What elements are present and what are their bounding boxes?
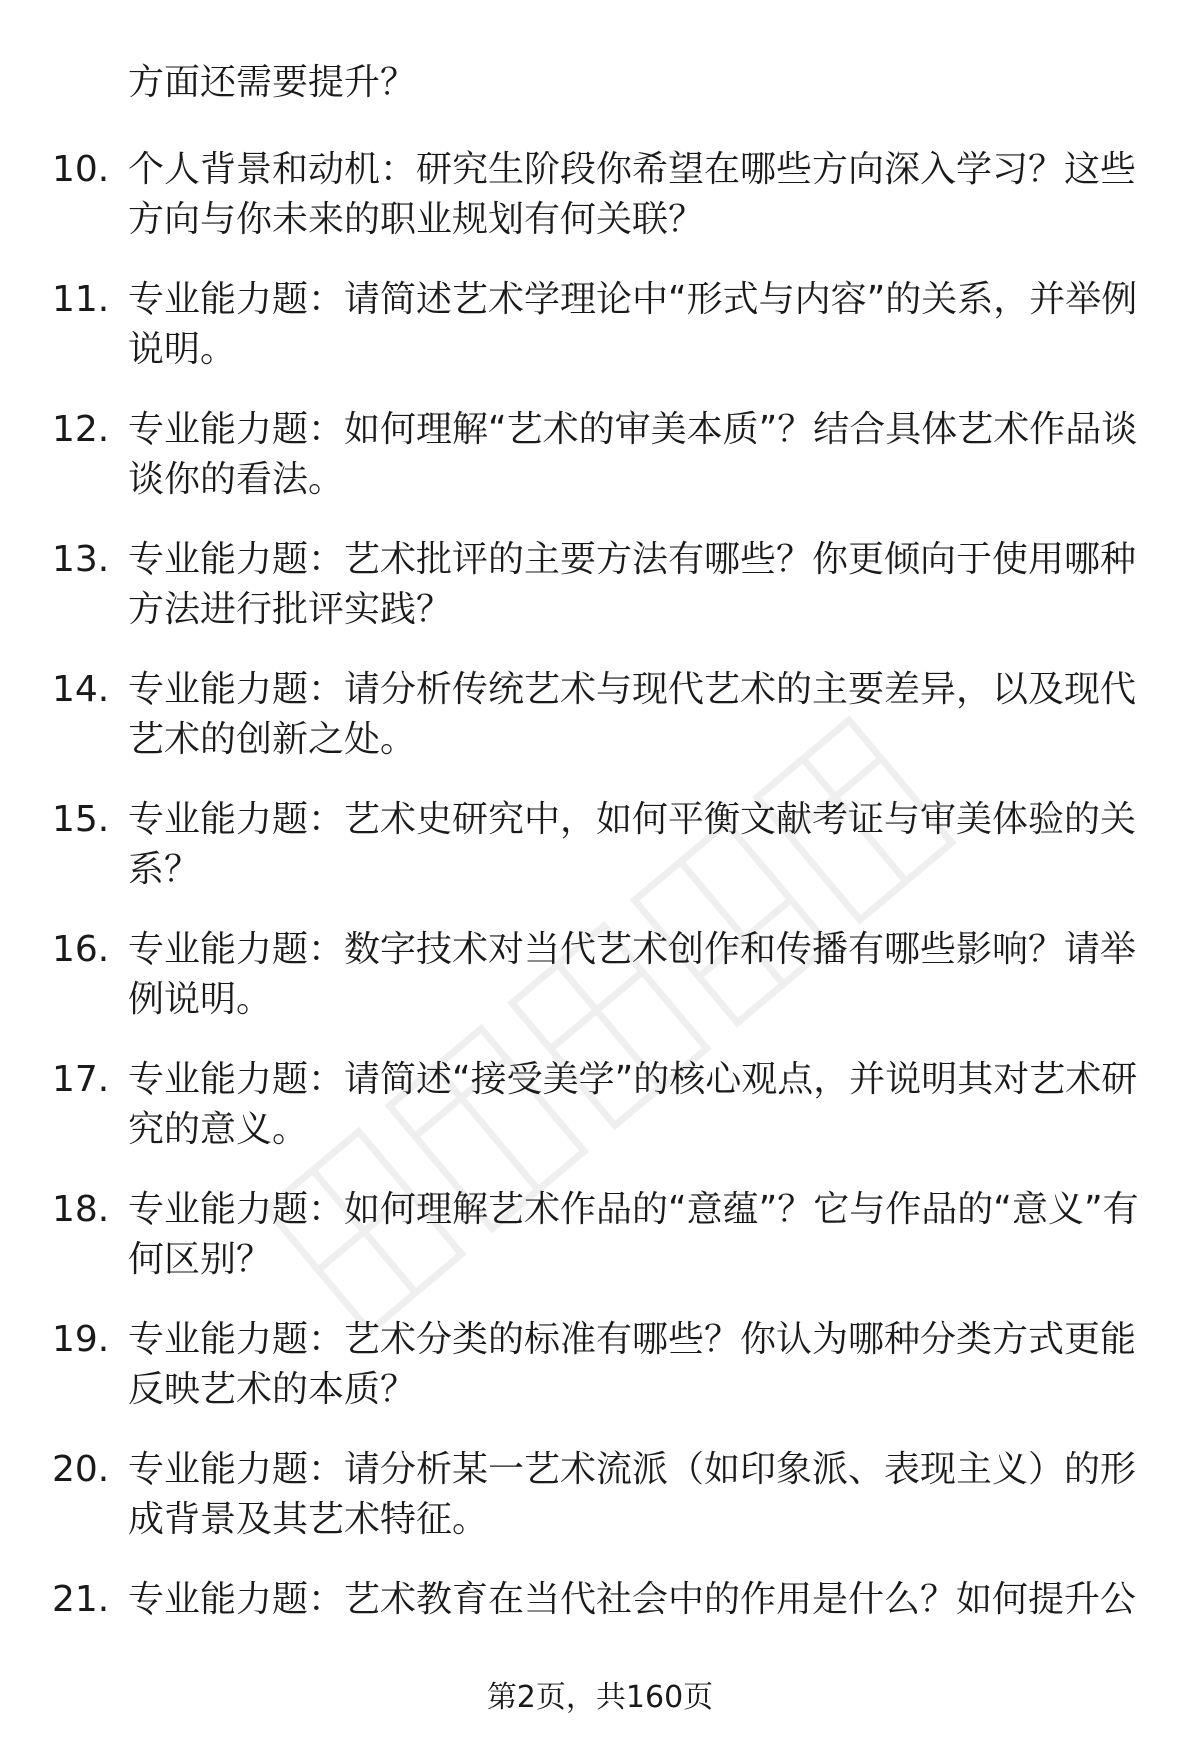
question-text: 个人背景和动机：研究生阶段你希望在哪些方向深入学习？这些方向与你未来的职业规划有何关联？ xyxy=(128,149,1137,240)
question-text: 专业能力题：请简述艺术学理论中“形式与内容”的关系，并举例说明。 xyxy=(128,279,1138,370)
question-item xyxy=(0,665,1200,795)
question-text: 专业能力题：如何理解“艺术的审美本质”？结合具体艺术作品谈谈你的看法。 xyxy=(128,409,1138,500)
question-text: 专业能力题：请简述“接受美学”的核心观点，并说明其对艺术研究的意义。 xyxy=(128,1059,1138,1150)
question-text: 专业能力题：请分析传统艺术与现代艺术的主要差异，以及现代艺术的创新之处。 xyxy=(128,669,1137,760)
question-number: 16. xyxy=(52,929,110,970)
question-number: 14. xyxy=(52,669,110,710)
question-item xyxy=(0,1315,1200,1445)
question-number: 10. xyxy=(52,149,110,190)
question-item xyxy=(0,275,1200,405)
question-item xyxy=(0,1185,1200,1315)
question-item xyxy=(0,1055,1200,1185)
question-list xyxy=(0,145,1200,1705)
question-number: 11. xyxy=(52,279,110,320)
question-text: 专业能力题：数字技术对当代艺术创作和传播有哪些影响？请举例说明。 xyxy=(128,929,1137,1020)
question-number: 20. xyxy=(52,1449,110,1490)
question-number: 19. xyxy=(52,1319,110,1360)
question-text: 专业能力题：艺术分类的标准有哪些？你认为哪种分类方式更能反映艺术的本质？ xyxy=(128,1319,1137,1410)
continued-question-text: 方面还需要提升？ xyxy=(128,62,417,103)
question-number: 17. xyxy=(52,1059,110,1100)
question-text: 专业能力题：艺术批评的主要方法有哪些？你更倾向于使用哪种方法进行批评实践？ xyxy=(128,539,1137,630)
question-text: 专业能力题：艺术教育在当代社会中的作用是什么？如何提升公 xyxy=(128,1579,1137,1620)
question-number: 21. xyxy=(52,1579,110,1620)
question-number: 18. xyxy=(52,1189,110,1230)
question-number: 12. xyxy=(52,409,110,450)
question-item xyxy=(0,145,1200,275)
question-number: 15. xyxy=(52,799,110,840)
question-item xyxy=(0,535,1200,665)
question-text: 专业能力题：请分析某一艺术流派（如印象派、表现主义）的形成背景及其艺术特征。 xyxy=(128,1449,1137,1540)
question-item xyxy=(0,405,1200,535)
page-footer: 第2页，共160页 xyxy=(486,1680,714,1715)
question-text: 专业能力题：艺术史研究中，如何平衡文献考证与审美体验的关系？ xyxy=(128,799,1137,890)
question-item xyxy=(0,795,1200,925)
question-number: 13. xyxy=(52,539,110,580)
question-item xyxy=(0,925,1200,1055)
question-text: 专业能力题：如何理解艺术作品的“意蕴”？它与作品的“意义”有何区别？ xyxy=(128,1189,1139,1280)
question-item xyxy=(0,1445,1200,1575)
